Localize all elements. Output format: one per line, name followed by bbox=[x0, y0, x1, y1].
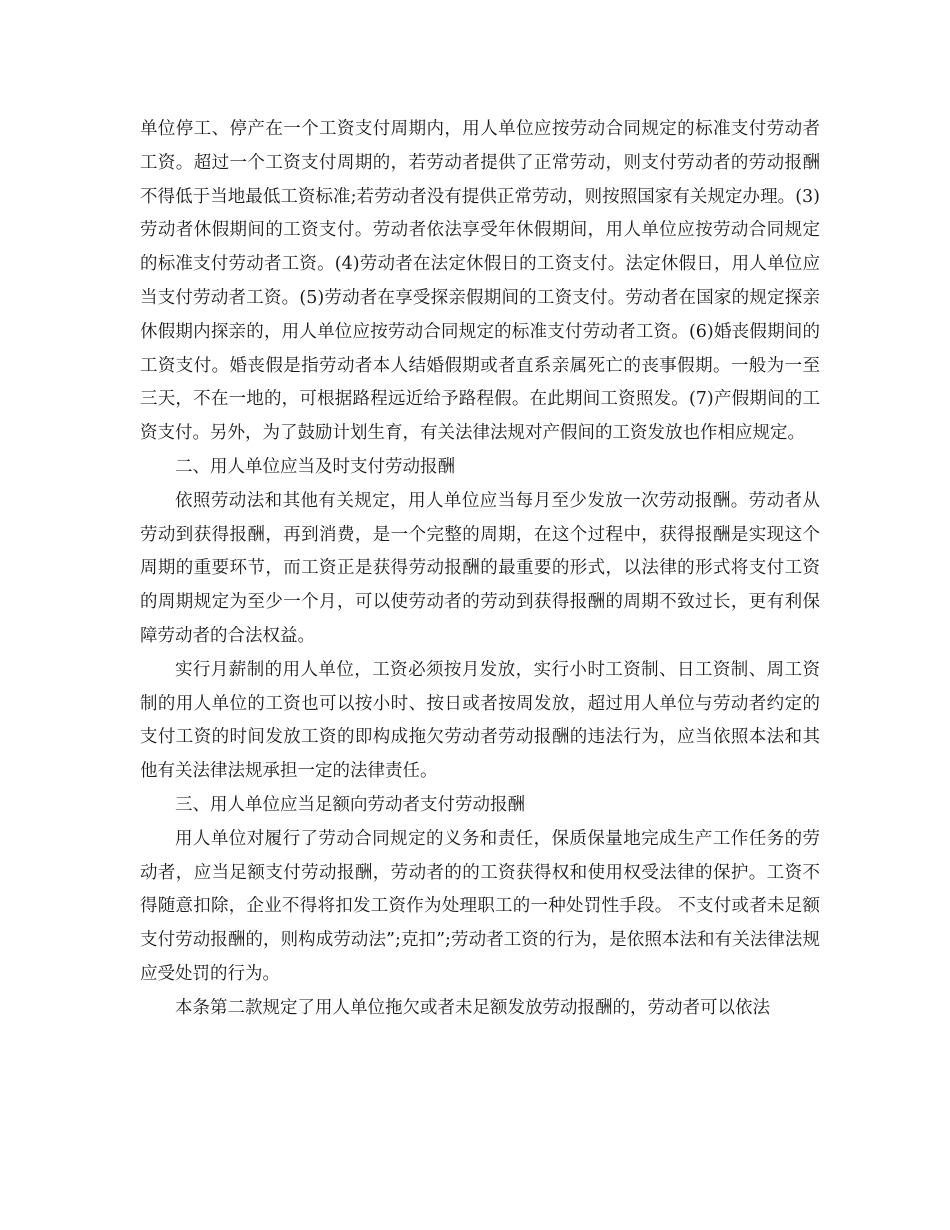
document-page bbox=[140, 113, 820, 1026]
paragraph-salary-system: 实行月薪制的用人单位，工资必须按月发放，实行小时工资制、日工资制、周工资制的用人单位的工资也可以按小时、按日或者按周发放，超过用人单位与劳动者约定的支付工资的时间发放工资的即构成拖欠劳动者劳动报酬的违法行为，应当依照本法和其他有关法律法规承担一定的法律责任。 bbox=[140, 659, 820, 782]
section-heading-full-payment: 三、用人单位应当足额向劳动者支付劳动报酬 bbox=[175, 794, 525, 815]
paragraph-monthly-payment: 依照劳动法和其他有关规定，用人单位应当每月至少发放一次劳动报酬。劳动者从劳动到获得报酬，再到消费，是一个完整的周期，在这个过程中，获得报酬是实现这个周期的重要环节，而工资正是获得劳动报酬的最重要的形式，以法律的形式将支付工资的周期规定为至少一个月，可以使劳动者的劳动到获得报酬的周期不致过长，更有利保障劳动者的合法权益。 bbox=[140, 490, 820, 646]
paragraph-second-clause: 本条第二款规定了用人单位拖欠或者未足额发放劳动报酬的，劳动者可以依法 bbox=[175, 997, 770, 1018]
paragraph-full-payment: 用人单位对履行了劳动合同规定的义务和责任，保质保量地完成生产工作任务的劳动者，应当足额支付劳动报酬，劳动者的的工资获得权和使用权受法律的保护。工资不得随意扣除，企业不得将扣发工资作为处理职工的一种处罚性手段。 不支付或者未足额支付劳动报酬的，则构成劳动法”;克扣”;劳动者工资的行为，是依照本法和有关法律法规应受处罚的行为。 bbox=[140, 828, 820, 984]
section-heading-timely-payment: 二、用人单位应当及时支付劳动报酬 bbox=[175, 456, 455, 477]
paragraph-wage-payment-cases: 单位停工、停产在一个工资支付周期内，用人单位应按劳动合同规定的标准支付劳动者工资。超过一个工资支付周期的，若劳动者提供了正常劳动，则支付劳动者的劳动报酬不得低于当地最低工资标准;若劳动者没有提供正常劳动，则按照国家有关规定办理。(3)劳动者休假期间的工资支付。劳动者依法享受年休假期间，用人单位应按劳动合同规定的标准支付劳动者工资。(4)劳动者在法定休假日的工资支付。法定休假日，用人单位应当支付劳动者工资。(5)劳动者在享受探亲假期间的工资支付。劳动者在国家的规定探亲休假期内探亲的，用人单位应按劳动合同规定的标准支付劳动者工资。(6)婚丧假期间的工资支付。婚丧假是指劳动者本人结婚假期或者直系亲属死亡的丧事假期。一般为一至三天，不在一地的，可根据路程远近给予路程假。在此期间工资照发。(7)产假期间的工资支付。另外，为了鼓励计划生育，有关法律法规对产假间的工资发放也作相应规定。 bbox=[140, 119, 820, 444]
